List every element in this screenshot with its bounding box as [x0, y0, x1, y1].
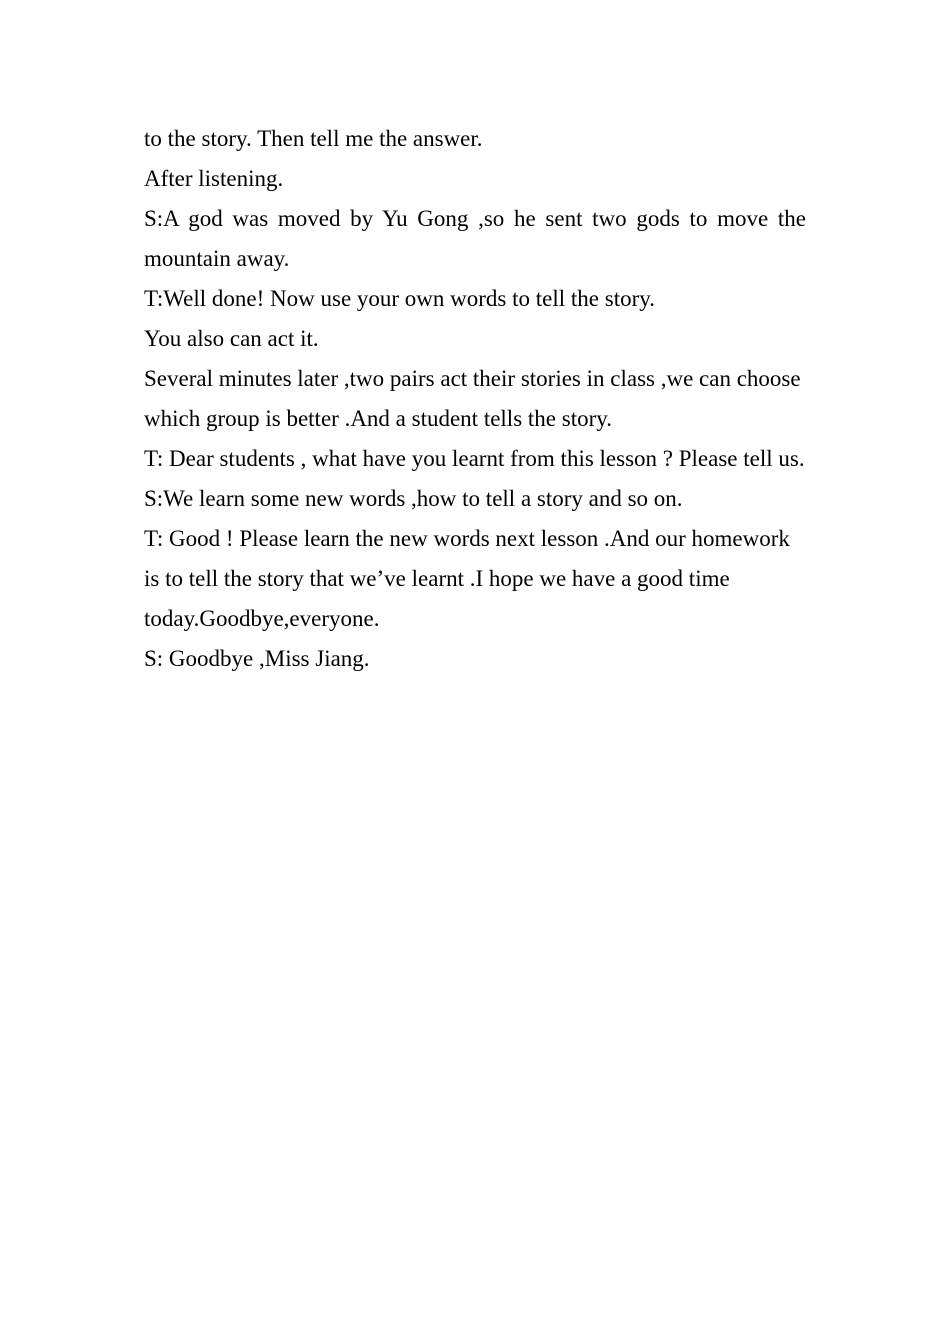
paragraph-student-answer: S:A god was moved by Yu Gong ,so he sent two gods to move the mountain away. [144, 206, 806, 271]
document-body [144, 119, 806, 679]
paragraph-teacher-well-done: T:Well done! Now use your own words to tell the story. [144, 286, 656, 311]
paragraph-several-minutes: Several minutes later ,two pairs act their stories in class ,we can choose which group is better .And a student tells the story. [144, 366, 801, 431]
paragraph-student-learnt: S:We learn some new words ,how to tell a story and so on. [144, 486, 683, 511]
paragraph-student-goodbye: S: Goodbye ,Miss Jiang. [144, 646, 370, 671]
paragraph-teacher-question: T: Dear students , what have you learnt from this lesson ? Please tell us. [144, 446, 805, 471]
paragraph-teacher-homework: T: Good ! Please learn the new words next lesson .And our homework is to tell the story that we’ve learnt .I hope we have a good time today.Goodbye,everyone. [144, 526, 790, 631]
paragraph-after-listening: After listening. [144, 166, 284, 191]
paragraph-instruction-end: to the story. Then tell me the answer. [144, 126, 483, 151]
paragraph-act-it: You also can act it. [144, 326, 319, 351]
